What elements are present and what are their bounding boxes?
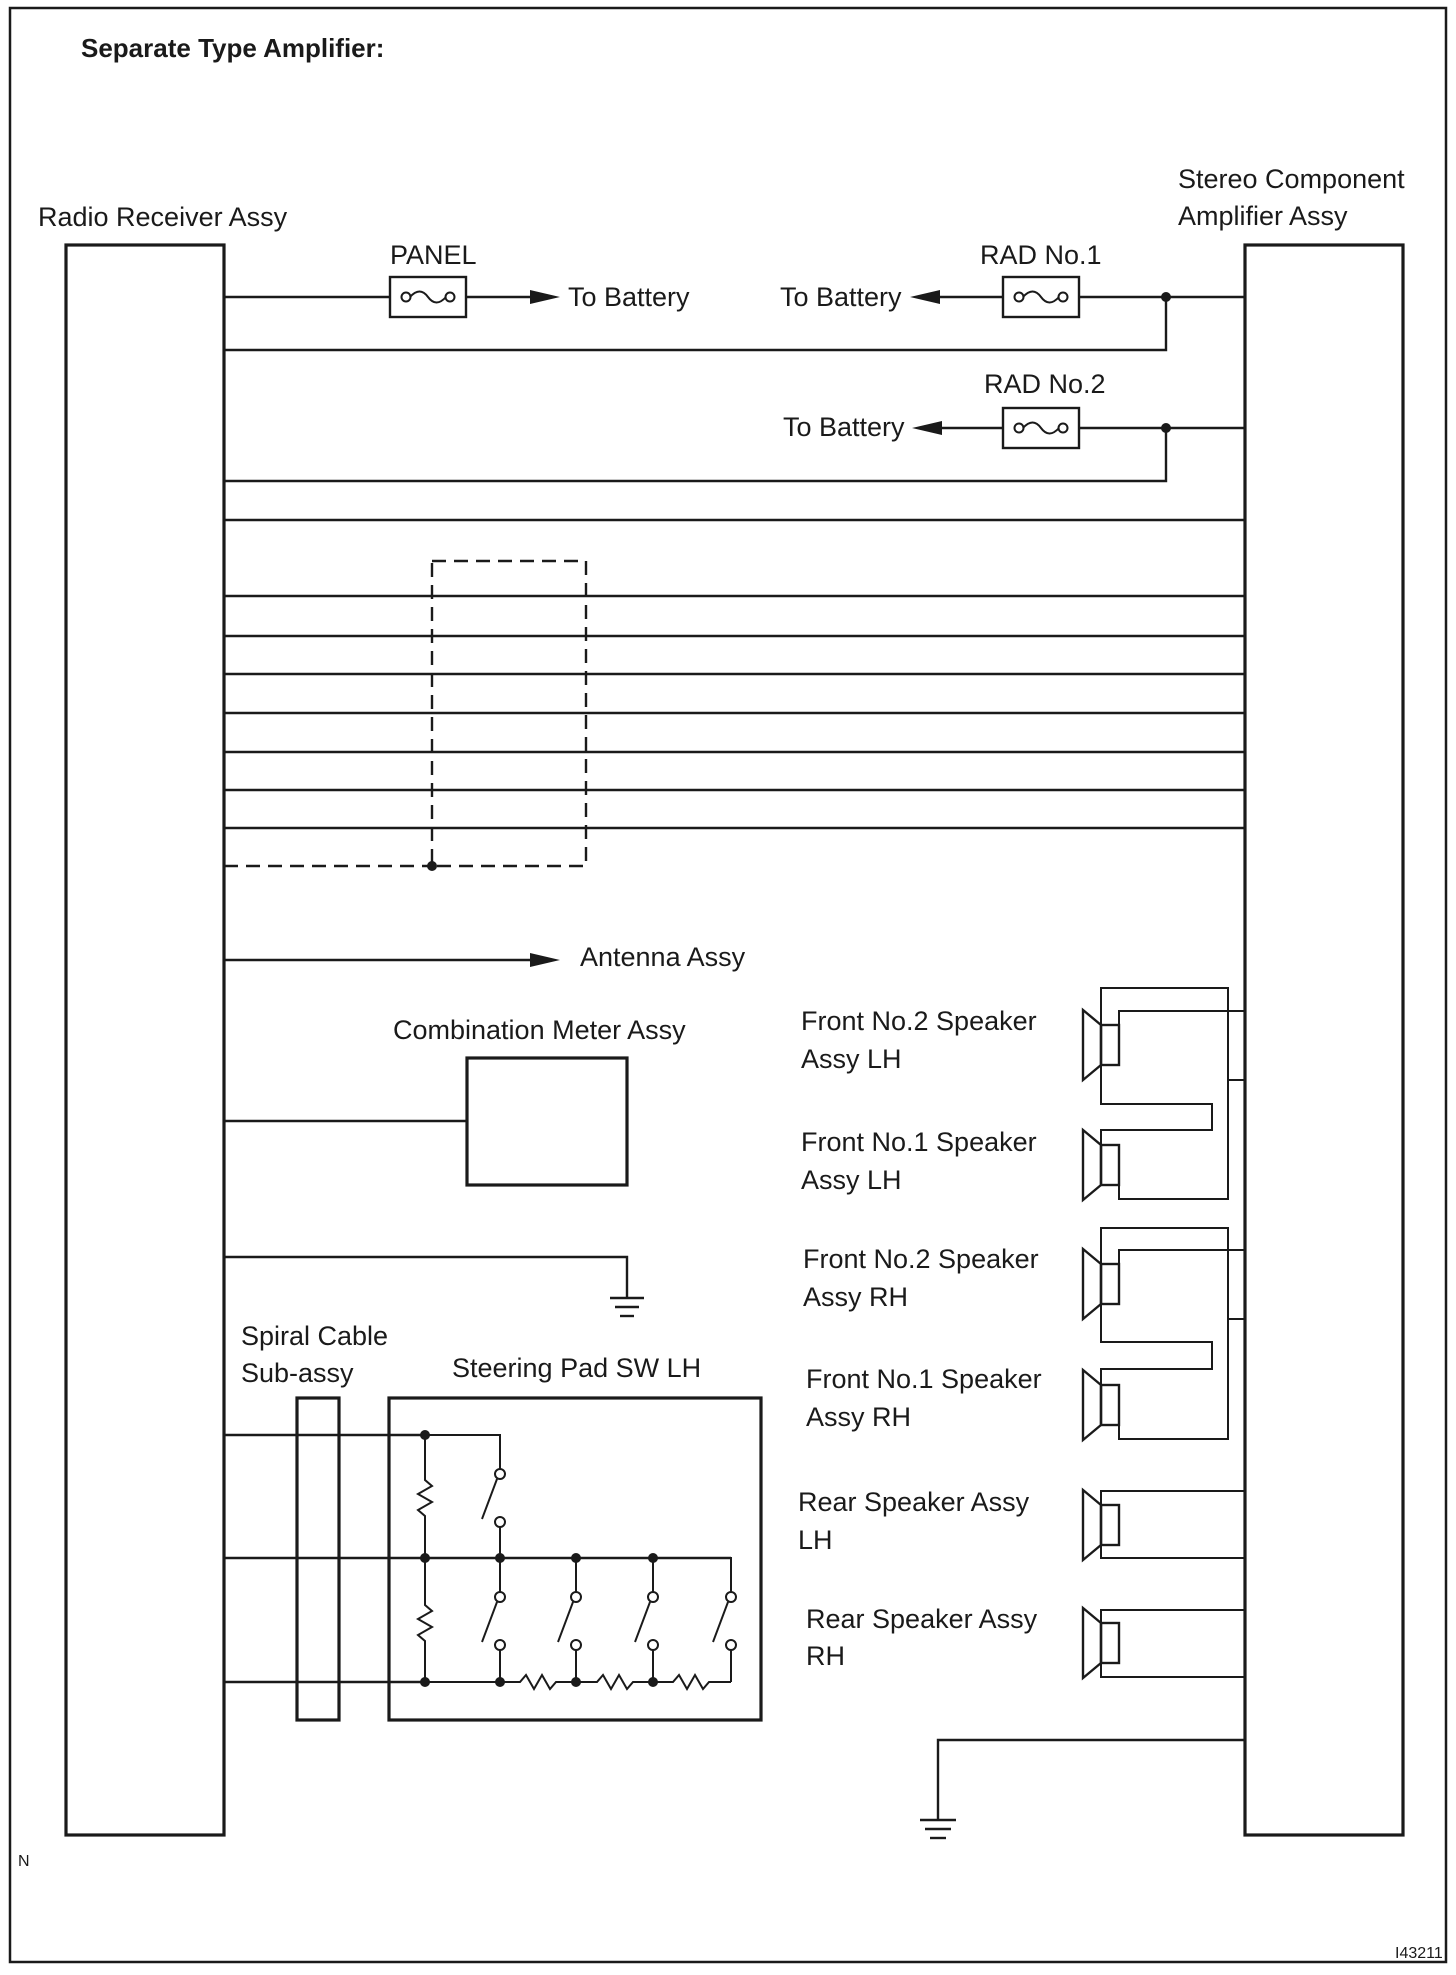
figure-id: I43211: [1395, 1945, 1443, 1962]
steering-pad-label: Steering Pad SW LH: [452, 1353, 702, 1383]
rad1-fuse-label: RAD No.1: [980, 240, 1102, 270]
rad1-arrow: [910, 290, 940, 304]
radio-receiver-label: Radio Receiver Assy: [38, 202, 288, 232]
diagram-title: Separate Type Amplifier:: [81, 33, 385, 63]
spiral-cable-label-line2: Sub-assy: [241, 1358, 354, 1388]
amplifier-label-line2: Amplifier Assy: [1178, 201, 1348, 231]
shield-dashed: [224, 561, 586, 871]
speaker-5-label-line1: Rear Speaker Assy: [798, 1487, 1030, 1517]
speaker-5-label-line2: LH: [798, 1525, 833, 1555]
corner-mark-left: N: [18, 1853, 30, 1870]
rad2-feed-to-radio: [224, 428, 1166, 481]
antenna-label: Antenna Assy: [580, 942, 746, 972]
rear-speaker-wiring: [1101, 1491, 1245, 1677]
panel-arrow: [530, 290, 560, 304]
steering-pad-circuit: [224, 1430, 736, 1689]
rad2-fuse-symbol: [1003, 408, 1079, 448]
rad2-to-battery-label: To Battery: [783, 412, 905, 442]
speaker-2-label-line2: Assy LH: [801, 1165, 902, 1195]
speaker-4-label-line2: Assy RH: [806, 1402, 912, 1432]
speaker-3-label-line1: Front No.2 Speaker: [803, 1244, 1039, 1274]
speaker-1-label-line1: Front No.2 Speaker: [801, 1006, 1037, 1036]
spiral-cable-label-line1: Spiral Cable: [241, 1321, 389, 1351]
rad1-fuse-symbol: [1003, 277, 1079, 317]
rad2-fuse-label: RAD No.2: [984, 369, 1106, 399]
speaker-3-label-line2: Assy RH: [803, 1282, 909, 1312]
rad2-arrow: [912, 421, 942, 435]
front-rh-speaker-wiring: [1101, 1228, 1245, 1439]
speaker-1-label-line2: Assy LH: [801, 1044, 902, 1074]
front-lh-speaker-wiring: [1101, 988, 1245, 1199]
amplifier-label-line1: Stereo Component: [1178, 164, 1405, 194]
speaker-2-label-line1: Front No.1 Speaker: [801, 1127, 1037, 1157]
signal-bus: [224, 520, 1245, 828]
amplifier-block: [1245, 245, 1403, 1835]
rad1-to-battery-label: To Battery: [780, 282, 902, 312]
rad1-feed-to-radio: [224, 297, 1166, 350]
panel-fuse-symbol: [390, 277, 466, 317]
speaker-6-label-line1: Rear Speaker Assy: [806, 1604, 1038, 1634]
panel-fuse-label: PANEL: [390, 240, 477, 270]
antenna-arrow: [530, 953, 560, 967]
speaker-6-label-line2: RH: [806, 1641, 845, 1671]
speaker-4-label-line1: Front No.1 Speaker: [806, 1364, 1042, 1394]
combination-meter-label: Combination Meter Assy: [393, 1015, 686, 1045]
radio-receiver-block: [66, 245, 224, 1835]
panel-to-battery-label: To Battery: [568, 282, 690, 312]
amplifier-ground-icon: [920, 1740, 1245, 1838]
combination-meter-block: [467, 1058, 627, 1185]
radio-ground-icon: [224, 1257, 644, 1316]
